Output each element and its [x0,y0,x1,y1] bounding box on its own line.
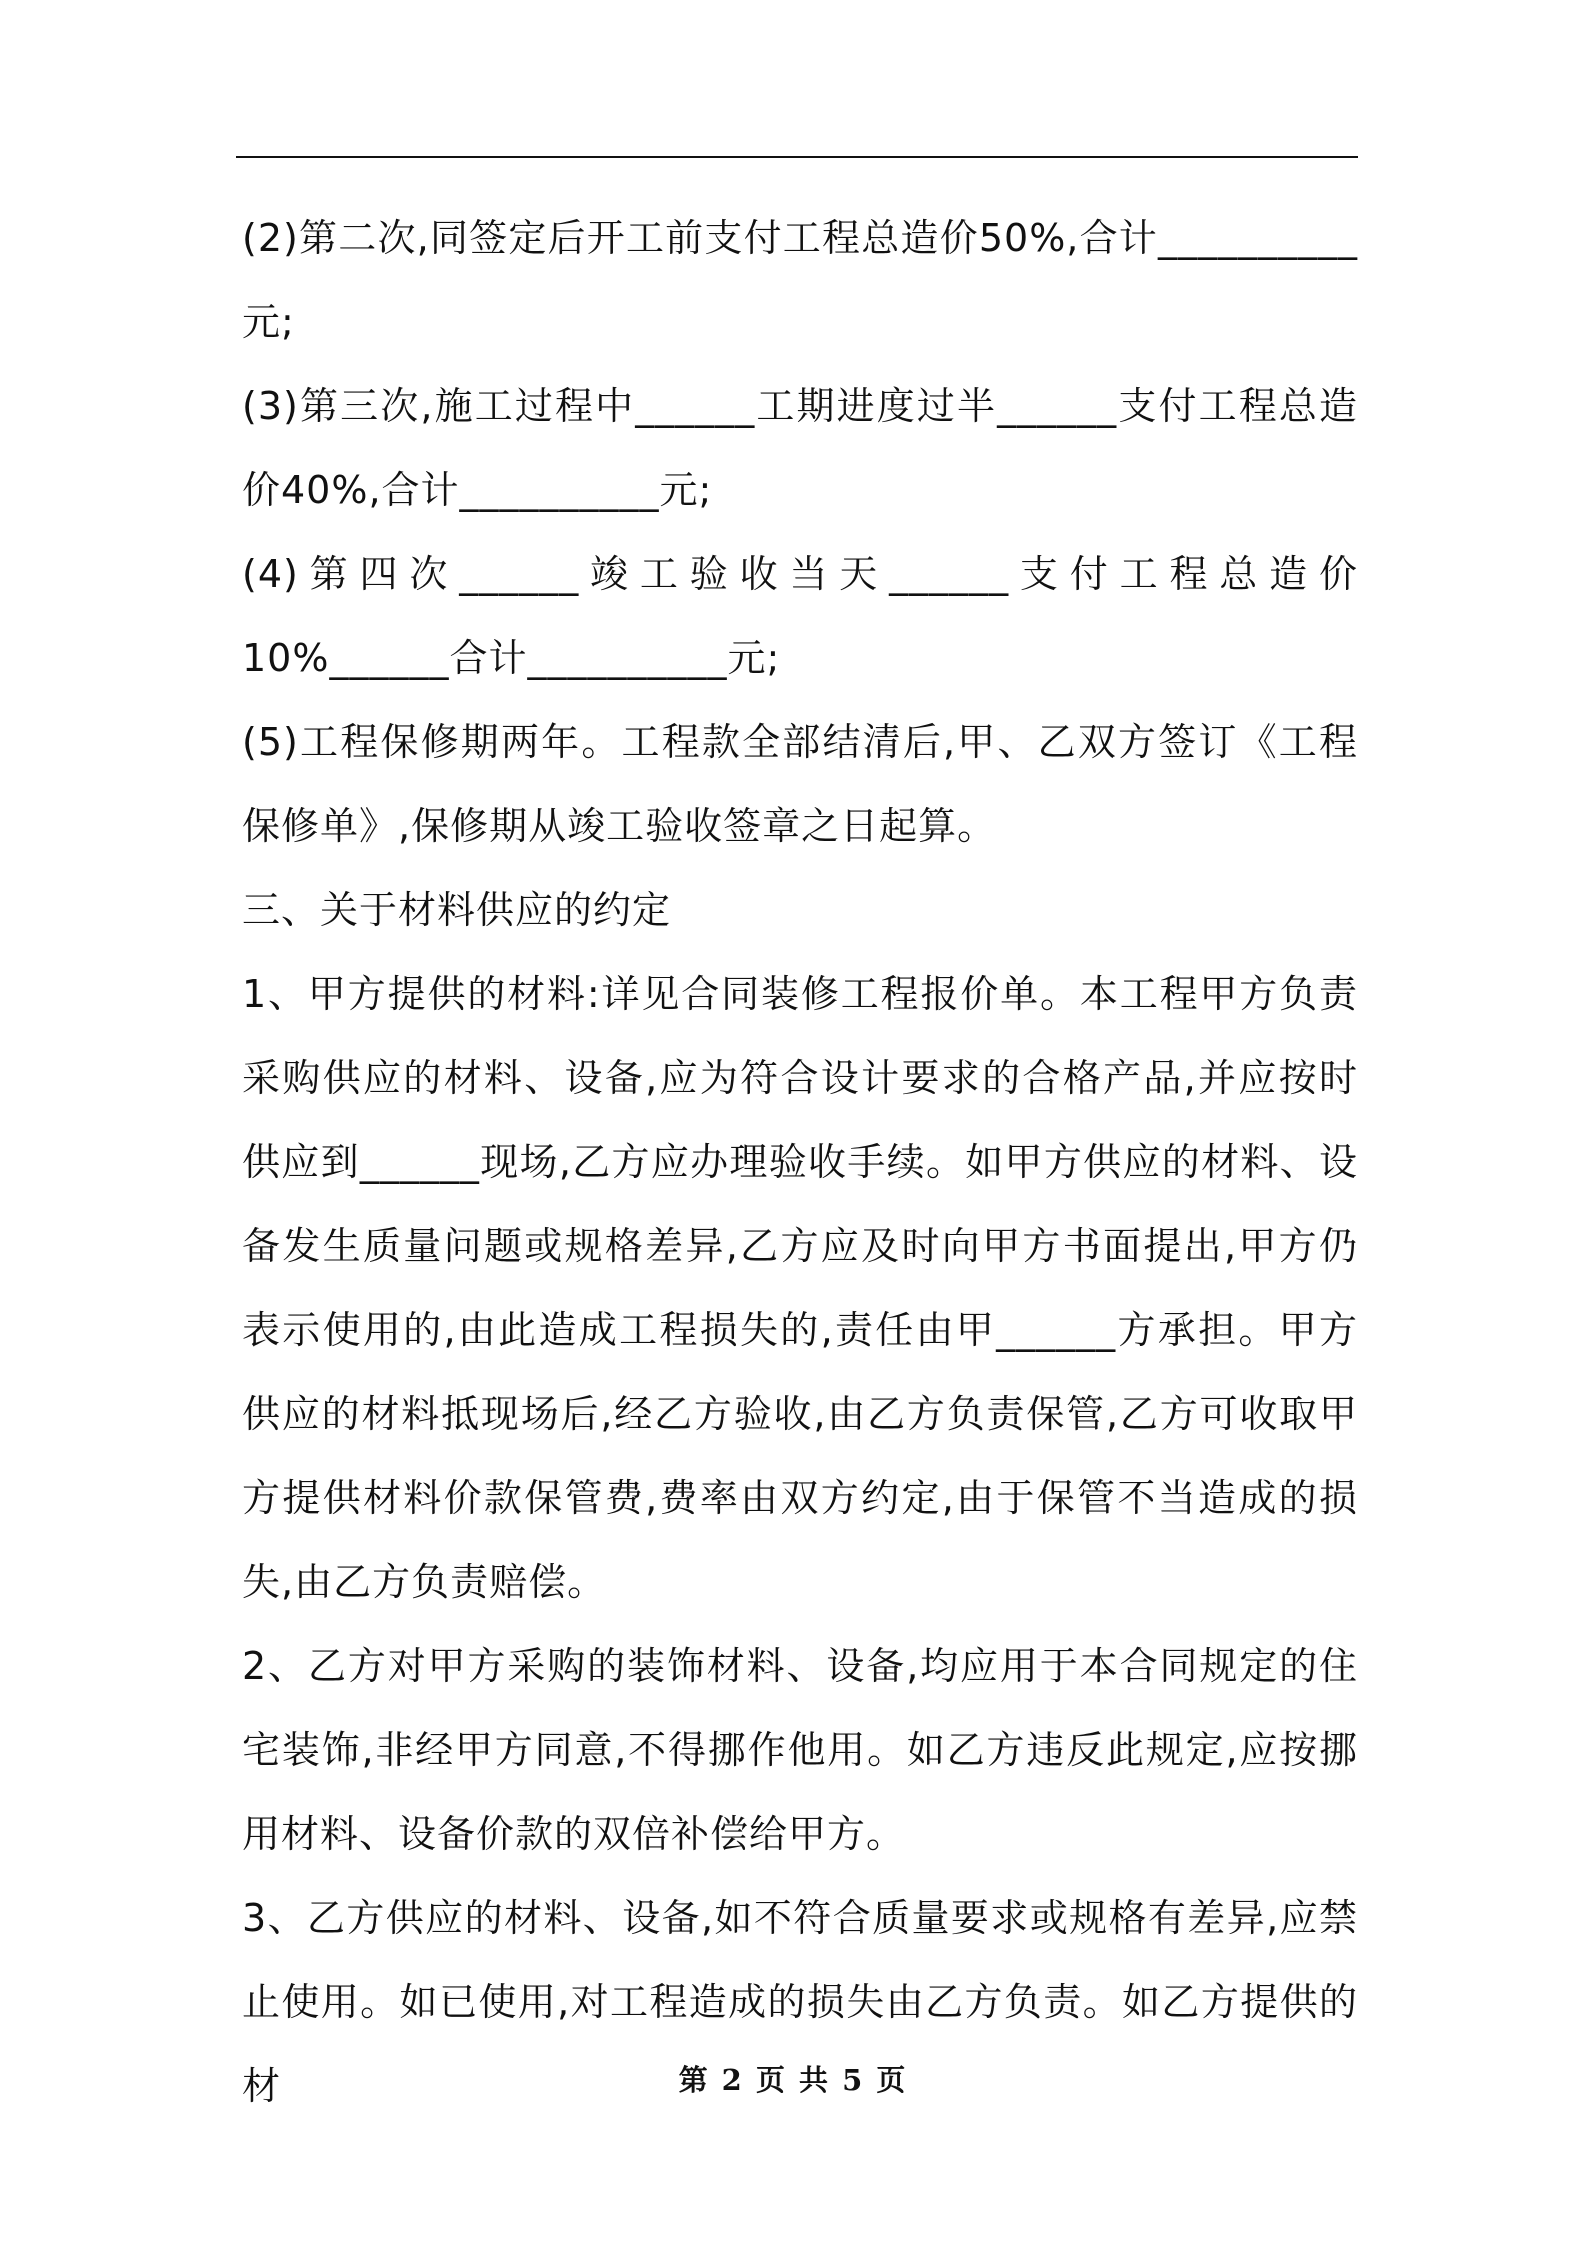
section-heading-materials: 三、关于材料供应的约定 [242,888,672,932]
payment-clause-2: (2)第二次,同签定后开工前支付工程总造价50%,合计__________元; [242,216,1358,344]
materials-clause-1: 1、甲方提供的材料:详见合同装修工程报价单。本工程甲方负责采购供应的材料、设备,应为符合设计要求的合格产品,并应按时供应到______现场,乙方应办理验收手续。如甲方供应的材料、设备发生质量问题或规格差异,乙方应及时向甲方书面提出,甲方仍表示使用的,由此造成工程损失的,责任由甲______方承担。甲方供应的材料抵现场后,经乙方验收,由乙方负责保管,乙方可收取甲方提供材料价款保管费,费率由双方约定,由于保管不当造成的损失,由乙方负责赔偿。 [242,972,1358,1604]
page-number: 第 2 页 共 5 页 [678,2063,908,2097]
header-rule [236,156,1358,158]
payment-clause-3: (3)第三次,施工过程中______工期进度过半______支付工程总造价40%,合计__________元; [242,384,1358,512]
payment-clause-4: (4)第四次______竣工验收当天______支付工程总造价10%______合计__________元; [242,552,1358,680]
materials-clause-3: 3、乙方供应的材料、设备,如不符合质量要求或规格有差异,应禁止使用。如已使用,对工程造成的损失由乙方负责。如乙方提供的材 [242,1896,1358,2108]
warranty-clause-5: (5)工程保修期两年。工程款全部结清后,甲、乙双方签订《工程保修单》,保修期从竣工验收签章之日起算。 [242,720,1358,848]
document-body [242,196,1358,2128]
materials-clause-2: 2、乙方对甲方采购的装饰材料、设备,均应用于本合同规定的住宅装饰,非经甲方同意,不得挪作他用。如乙方违反此规定,应按挪用材料、设备价款的双倍补偿给甲方。 [242,1644,1358,1856]
